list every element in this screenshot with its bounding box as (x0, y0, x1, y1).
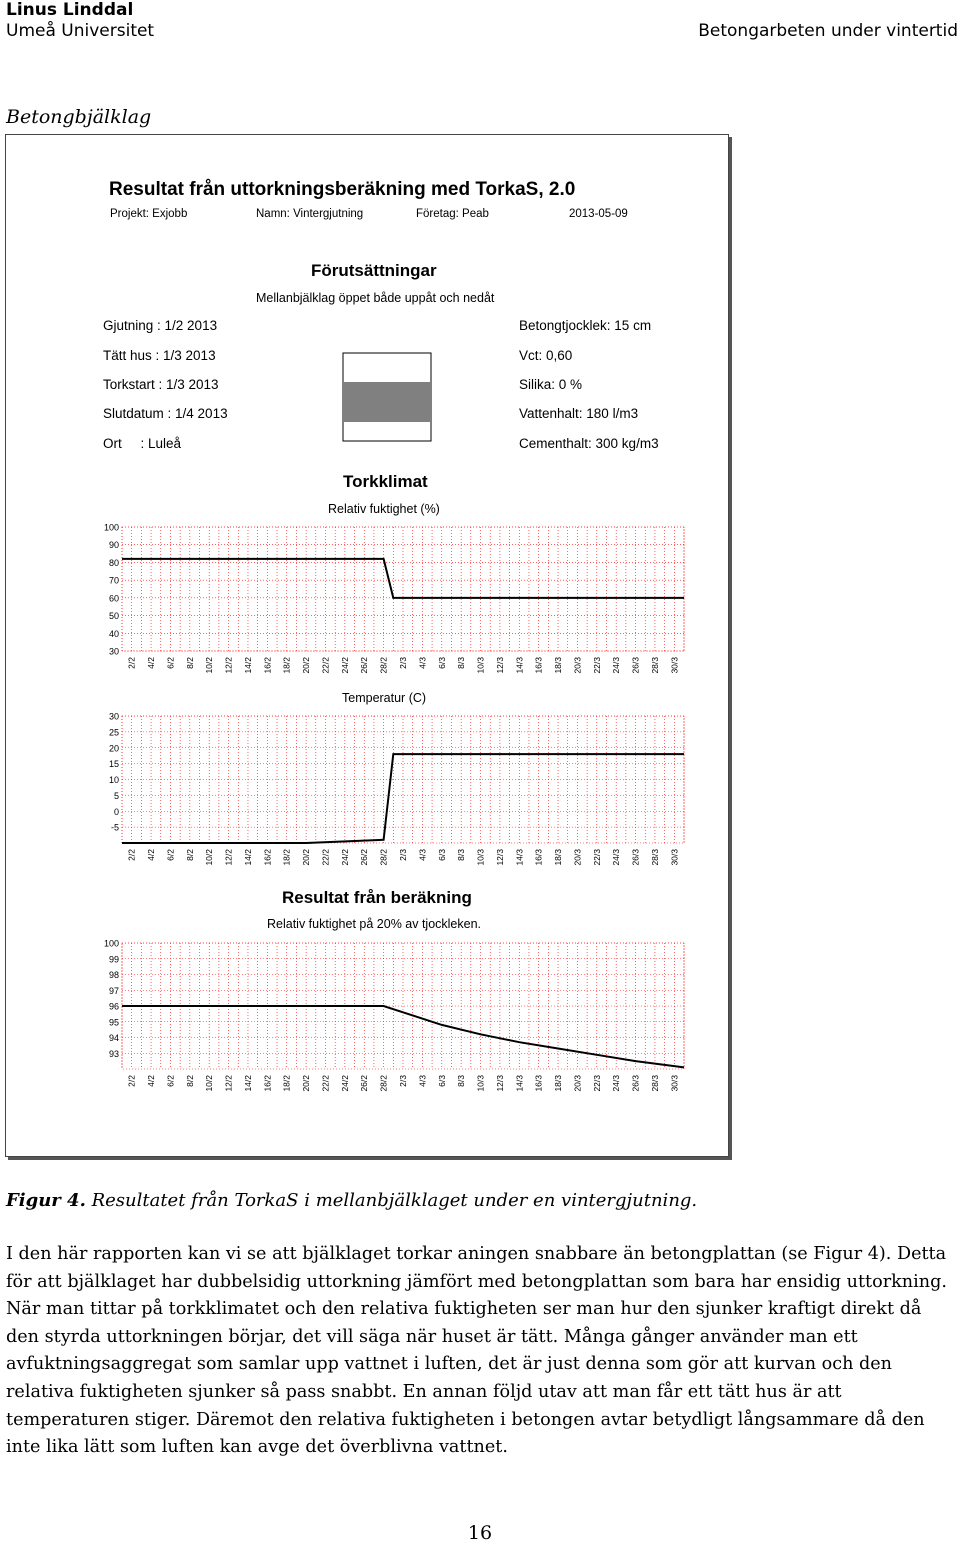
x-tick-label: 18/3 (553, 1075, 564, 1092)
param-silica: Silika: 0 % (519, 377, 583, 392)
x-tick-label: 28/2 (378, 849, 389, 866)
x-tick-label: 8/3 (456, 849, 467, 861)
result-title: Resultat från beräkning (282, 888, 472, 907)
param-location: Ort : Luleå (103, 436, 182, 451)
x-tick-label: 20/3 (572, 1075, 583, 1092)
param-casting: Gjutning : 1/2 2013 (103, 318, 218, 333)
temp-chart-subtitle: Temperatur (C) (342, 691, 427, 705)
x-tick-label: 4/2 (146, 849, 157, 861)
y-tick-label: 90 (108, 540, 119, 551)
figure-box (5, 134, 729, 1157)
page-number: 16 (467, 1522, 493, 1544)
x-tick-label: 22/2 (320, 1075, 331, 1092)
x-tick-label: 2/3 (398, 1075, 408, 1087)
x-tick-label: 24/3 (611, 1075, 622, 1092)
y-tick-label: 40 (108, 628, 119, 639)
x-tick-label: 4/2 (146, 657, 157, 669)
x-tick-label: 14/2 (242, 1075, 253, 1092)
param-drying-start: Torkstart : 1/3 2013 (103, 377, 219, 392)
x-tick-label: 18/3 (553, 849, 564, 866)
conditions-title: Förutsättningar (311, 261, 437, 280)
left-parameters (103, 318, 228, 451)
y-tick-label: 50 (108, 611, 119, 622)
x-tick-label: 14/3 (514, 657, 525, 674)
figure-caption (6, 1190, 697, 1211)
y-tick-label: 96 (108, 1001, 119, 1012)
y-tick-label: 80 (108, 557, 119, 568)
conditions-subtitle: Mellanbjälklag öppet både uppåt och nedåt (256, 291, 495, 305)
x-tick-label: 26/2 (359, 849, 370, 866)
y-tick-label: 100 (103, 522, 119, 533)
x-tick-label: 22/3 (591, 849, 602, 866)
x-tick-label: 10/3 (475, 1075, 486, 1092)
y-tick-label: 15 (108, 759, 119, 770)
y-tick-label: 99 (108, 954, 119, 965)
param-thickness: Betongtjocklek: 15 cm (519, 318, 652, 333)
x-tick-label: 8/3 (456, 1075, 467, 1087)
x-tick-label: 16/3 (533, 657, 544, 674)
x-tick-label: 12/2 (223, 849, 234, 866)
x-tick-label: 8/3 (456, 657, 467, 669)
header-document-title: Betongarbeten under vintertid (698, 21, 958, 41)
y-tick-label: 70 (108, 575, 119, 586)
slab-fill (343, 382, 431, 422)
temperature-chart (109, 712, 684, 866)
y-tick-label: 95 (108, 1017, 119, 1028)
x-tick-label: 24/3 (611, 849, 622, 866)
x-tick-label: 12/3 (494, 657, 505, 674)
x-tick-label: 6/3 (436, 1075, 447, 1087)
x-tick-label: 26/3 (630, 849, 641, 866)
rh-chart-subtitle: Relativ fuktighet (%) (328, 502, 440, 516)
x-tick-label: 6/2 (165, 1075, 176, 1087)
y-tick-label: 93 (108, 1048, 119, 1059)
climate-title: Torkklimat (343, 472, 428, 491)
param-cement: Cementhalt: 300 kg/m3 (519, 436, 659, 451)
header-author: Linus Linddal (6, 0, 134, 20)
x-tick-label: 4/3 (417, 849, 428, 861)
x-tick-label: 18/2 (281, 849, 292, 866)
x-tick-label: 4/2 (146, 1075, 157, 1087)
y-tick-label: 10 (108, 775, 119, 785)
x-tick-label: 6/2 (165, 849, 176, 861)
report-project: Projekt: Exjobb (110, 208, 188, 220)
y-tick-label: 98 (108, 970, 119, 980)
body-paragraph: I den här rapporten kan vi se att bjälklaget torkar aningen snabbare än betongplattan (se Figur 4). Detta för att bjälklaget har dubbelsidig uttorkning jämfört med betongplattan som bara har ensidig uttorkning. När man tittar på torkklimatet och den relativa fuktigheten ser man hur den sjunker kraftigt direkt då den styrda uttorkningen börjar, det vill säga när huset är tätt. Många gånger använder man ett avfuktningsaggregat som samlar upp vattnet i luften, det är just denna som gör att kurvan och den relativa fuktigheten sjunker så pass snabbt. En annan följd utav att man får ett tätt hus är att temperaturen stiger. Däremot den relativa fuktigheten i betongen avtar betydligt långsammare då den inte lika lätt som luften kan avge det överblivna vattnet. (6, 1244, 947, 1458)
x-tick-label: 16/2 (262, 849, 273, 866)
x-tick-label: 22/3 (591, 657, 602, 674)
x-tick-label: 10/2 (204, 1075, 215, 1092)
x-tick-label: 16/2 (262, 1075, 273, 1092)
y-tick-label: 30 (108, 646, 119, 657)
x-tick-label: 12/2 (223, 657, 234, 674)
param-tight-house: Tätt hus : 1/3 2013 (103, 348, 216, 363)
x-tick-label: 2/3 (398, 657, 408, 669)
x-tick-label: 20/3 (572, 657, 583, 674)
report-name: Namn: Vintergjutning (256, 208, 364, 220)
y-tick-label: 25 (108, 727, 119, 738)
x-tick-label: 10/3 (475, 849, 486, 866)
y-tick-label: 94 (108, 1033, 119, 1043)
x-tick-label: 18/2 (281, 657, 292, 674)
y-tick-label: 100 (103, 938, 119, 949)
x-tick-label: 28/2 (378, 657, 389, 674)
y-tick-label: 97 (108, 985, 119, 996)
x-tick-label: 8/2 (184, 849, 195, 861)
x-tick-label: 22/3 (591, 1075, 602, 1092)
x-tick-label: 2/2 (126, 657, 137, 669)
x-tick-label: 26/2 (359, 1075, 370, 1092)
x-tick-label: 20/2 (301, 657, 312, 674)
slab-diagram (343, 353, 431, 441)
x-tick-label: 24/2 (339, 657, 350, 674)
rh-result-chart (104, 939, 684, 1092)
x-tick-label: 2/2 (126, 1075, 137, 1087)
x-tick-label: 30/3 (669, 657, 680, 674)
x-tick-label: 14/2 (242, 657, 253, 674)
x-tick-label: 18/2 (281, 1075, 292, 1092)
x-tick-label: 26/2 (359, 657, 370, 674)
x-tick-label: 16/3 (533, 849, 544, 866)
x-tick-label: 12/3 (494, 1075, 505, 1092)
x-tick-label: 12/2 (223, 1075, 234, 1092)
x-tick-label: 10/2 (204, 657, 215, 674)
x-tick-label: 8/2 (184, 657, 195, 669)
caption-text: Resultatet från TorkaS i mellanbjälklaget under en vintergjutning. (85, 1190, 698, 1211)
x-tick-label: 6/2 (165, 657, 176, 669)
x-tick-label: 20/2 (301, 849, 312, 866)
y-tick-label: -5 (110, 822, 119, 833)
x-tick-label: 10/2 (204, 849, 215, 866)
x-tick-label: 30/3 (669, 1075, 680, 1092)
x-tick-label: 24/2 (339, 1075, 350, 1092)
x-tick-label: 24/3 (611, 657, 622, 674)
torkas-report (6, 135, 728, 1156)
x-tick-label: 16/3 (533, 1075, 544, 1092)
y-tick-label: 30 (108, 711, 119, 722)
param-end-date: Slutdatum : 1/4 2013 (103, 406, 228, 421)
x-tick-label: 26/3 (630, 657, 641, 674)
x-tick-label: 4/3 (417, 657, 428, 669)
x-tick-label: 10/3 (475, 657, 486, 674)
caption-label: Figur 4. (6, 1190, 86, 1211)
x-tick-label: 8/2 (184, 1075, 195, 1087)
x-tick-label: 26/3 (630, 1075, 641, 1092)
x-tick-label: 22/2 (320, 849, 331, 866)
section-title: Betongbjälklag (6, 106, 152, 128)
x-tick-label: 28/3 (649, 657, 660, 674)
rh-climate-chart (104, 523, 684, 674)
x-tick-label: 20/3 (572, 849, 583, 866)
x-tick-label: 30/3 (669, 849, 680, 866)
param-water: Vattenhalt: 180 l/m3 (519, 406, 639, 421)
x-tick-label: 14/3 (514, 1075, 525, 1092)
y-tick-label: 60 (108, 593, 119, 604)
x-tick-label: 2/3 (398, 849, 408, 861)
x-tick-label: 14/3 (514, 849, 525, 866)
result-subtitle: Relativ fuktighet på 20% av tjockleken. (267, 917, 482, 931)
x-tick-label: 28/3 (649, 1075, 660, 1092)
x-tick-label: 20/2 (301, 1075, 312, 1092)
x-tick-label: 4/3 (417, 1075, 428, 1087)
x-tick-label: 2/2 (126, 849, 137, 861)
x-tick-label: 18/3 (553, 657, 564, 674)
right-parameters (519, 318, 659, 451)
x-tick-label: 14/2 (242, 849, 253, 866)
report-company: Företag: Peab (416, 208, 489, 220)
header-university: Umeå Universitet (6, 21, 155, 41)
y-tick-label: 5 (113, 790, 119, 801)
y-tick-label: 20 (108, 743, 119, 754)
x-tick-label: 28/2 (378, 1075, 389, 1092)
x-tick-label: 6/3 (436, 849, 447, 861)
x-tick-label: 28/3 (649, 849, 660, 866)
report-date: 2013-05-09 (569, 208, 628, 220)
y-tick-label: 0 (113, 806, 119, 817)
x-tick-label: 6/3 (436, 657, 447, 669)
param-wcr: Vct: 0,60 (519, 348, 573, 363)
x-tick-label: 24/2 (339, 849, 350, 866)
x-tick-label: 12/3 (494, 849, 505, 866)
x-tick-label: 22/2 (320, 657, 331, 674)
report-title: Resultat från uttorkningsberäkning med TorkaS, 2.0 (109, 179, 576, 200)
x-tick-label: 16/2 (262, 657, 273, 674)
